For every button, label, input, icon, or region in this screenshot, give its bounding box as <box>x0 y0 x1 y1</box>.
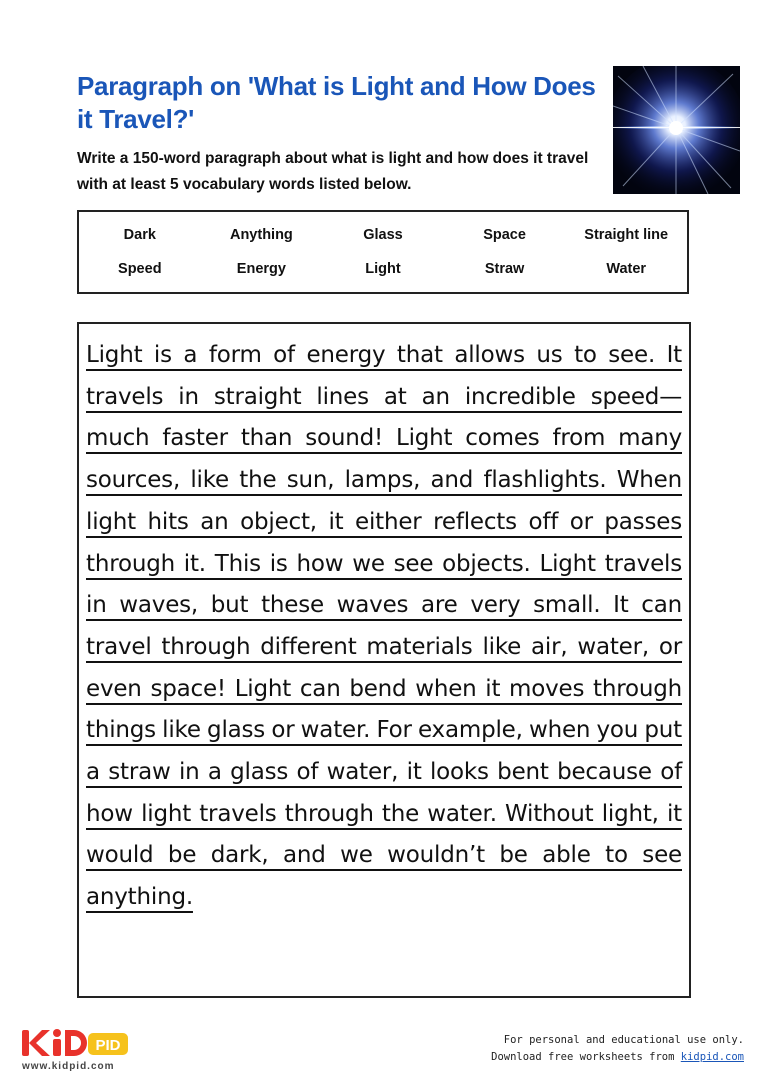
vocab-word: Speed <box>118 261 162 277</box>
vocab-word: Straw <box>484 261 525 277</box>
vocab-word: Energy <box>236 261 286 277</box>
answer-box <box>77 322 691 998</box>
page-title: Paragraph on 'What is Light and How Does it Travel?' <box>77 71 596 134</box>
vocabulary-box <box>77 210 689 294</box>
footer-line-2 <box>491 1049 744 1066</box>
vocab-word: Anything <box>229 227 293 243</box>
svg-text:PID: PID <box>95 1037 121 1054</box>
logo-url: www.kidpid.com <box>22 1061 115 1072</box>
light-burst-image <box>613 66 740 194</box>
footer-note <box>491 1032 744 1066</box>
vocab-word: Glass <box>363 227 403 243</box>
vocab-word: Light <box>365 261 401 277</box>
kidpid-link[interactable]: kidpid.com <box>680 1051 744 1063</box>
vocab-word: Water <box>606 261 647 277</box>
instructions-text: Write a 150-word paragraph about what is light and how does it travel with at least 5 vocabulary words listed below. <box>77 150 589 193</box>
vocab-word: Straight line <box>584 227 669 243</box>
vocab-word: Dark <box>123 227 156 243</box>
vocab-word: Space <box>483 227 526 243</box>
footer-line-2-prefix: Download free worksheets from <box>491 1051 681 1063</box>
footer-line-1: For personal and educational use only. <box>503 1034 744 1046</box>
kidpid-logo <box>20 1024 130 1060</box>
answer-paragraph: Light is a form of energy that allows us to see. It travels in straight lines at an incredible speed—much faster than sound! Light comes from many sources, like the sun, lamps, and flashlights. When light hits an object, it either reflects off or passes through it. This is how we see objects. Light travels in waves, but these waves are very small. It can travel through different materials like air, water, or even space! Light can bend when it moves through things like glass or water. For example, when you put a straw in a glass of water, it looks bent because of how light travels through the water. Without light, it would be dark, and we wouldn’t be able to see anything. <box>86 342 682 911</box>
